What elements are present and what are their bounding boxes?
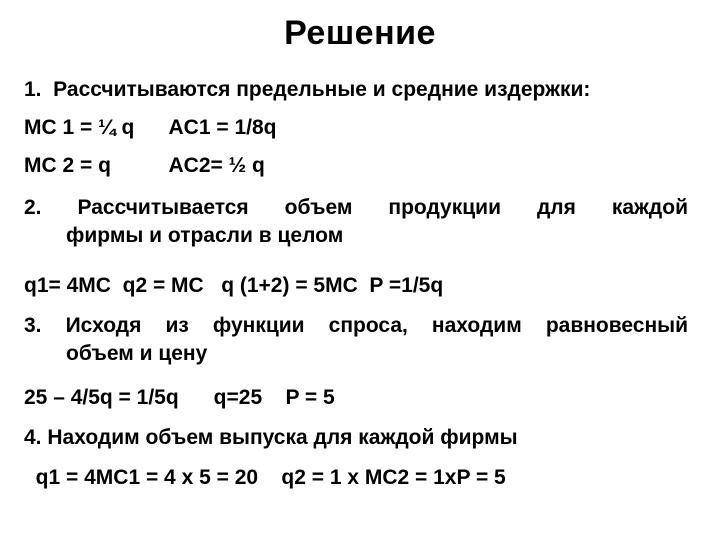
step-2-text: 2. Рассчитывается объем продукции для каждой <box>24 196 688 219</box>
step-4-text: 4. Находим объем выпуска для каждой фирмы <box>24 426 518 449</box>
formula-line-mc2: MC 2 = q AC2= ½ q <box>24 154 265 177</box>
step-3-block <box>24 312 688 368</box>
formula-line-quantities: q1= 4MC q2 = MC q (1+2) = 5MC P =1/5q <box>24 274 444 297</box>
step-2-continuation: фирмы и отрасли в целом <box>66 224 344 247</box>
slide-title: Решение <box>284 14 436 52</box>
step-1-text: 1. Рассчитываются предельные и средние издержки: <box>24 78 591 101</box>
step-3-continuation: объем и цену <box>66 342 208 365</box>
step-3-text: 3. Исходя из функции спроса, находим равновесный <box>24 314 688 337</box>
step-2-block <box>24 194 688 250</box>
formula-line-equilibrium: 25 – 4/5q = 1/5q q=25 P = 5 <box>24 386 335 409</box>
formula-line-firm-output: q1 = 4MC1 = 4 x 5 = 20 q2 = 1 x MC2 = 1xP = 5 <box>24 466 506 489</box>
formula-line-mc1: MC 1 = ¼ q AC1 = 1/8q <box>24 116 277 139</box>
